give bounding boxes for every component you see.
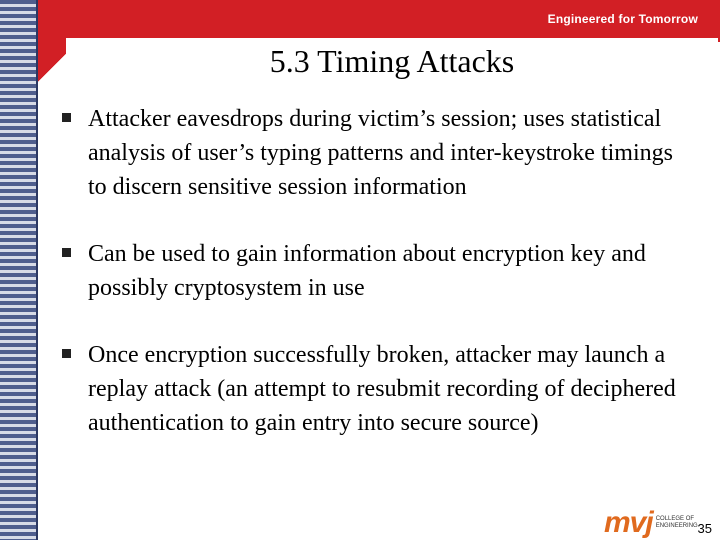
bullet-item <box>62 338 682 440</box>
side-stripe-decoration <box>0 0 36 540</box>
logo-mark: mvj <box>604 506 653 539</box>
bullet-square-icon <box>62 349 71 358</box>
header-band <box>38 0 720 42</box>
bullet-text: Attacker eavesdrops during victim’s session; uses statistical analysis of user’s typing patterns and inter-keystroke timings to discern sensitive session information <box>88 106 673 200</box>
bullet-square-icon <box>62 113 71 122</box>
logo-text: COLLEGE OF ENGINEERING <box>655 516 698 529</box>
header-tagline: Engineered for Tomorrow <box>547 12 698 26</box>
bullet-square-icon <box>62 248 71 257</box>
bullet-item <box>62 102 682 204</box>
bullet-list <box>62 102 682 473</box>
slide-title: 5.3 Timing Attacks <box>269 42 515 79</box>
page-number: 35 <box>697 521 712 536</box>
bullet-text: Once encryption successfully broken, attacker may launch a replay attack (an attempt to resubmit recording of deciphered authentication to gain entry into secure source) <box>88 342 676 436</box>
title-box <box>66 38 718 84</box>
bullet-text: Can be used to gain information about encryption key and possibly cryptosystem in use <box>88 241 646 301</box>
bullet-item <box>62 237 682 305</box>
